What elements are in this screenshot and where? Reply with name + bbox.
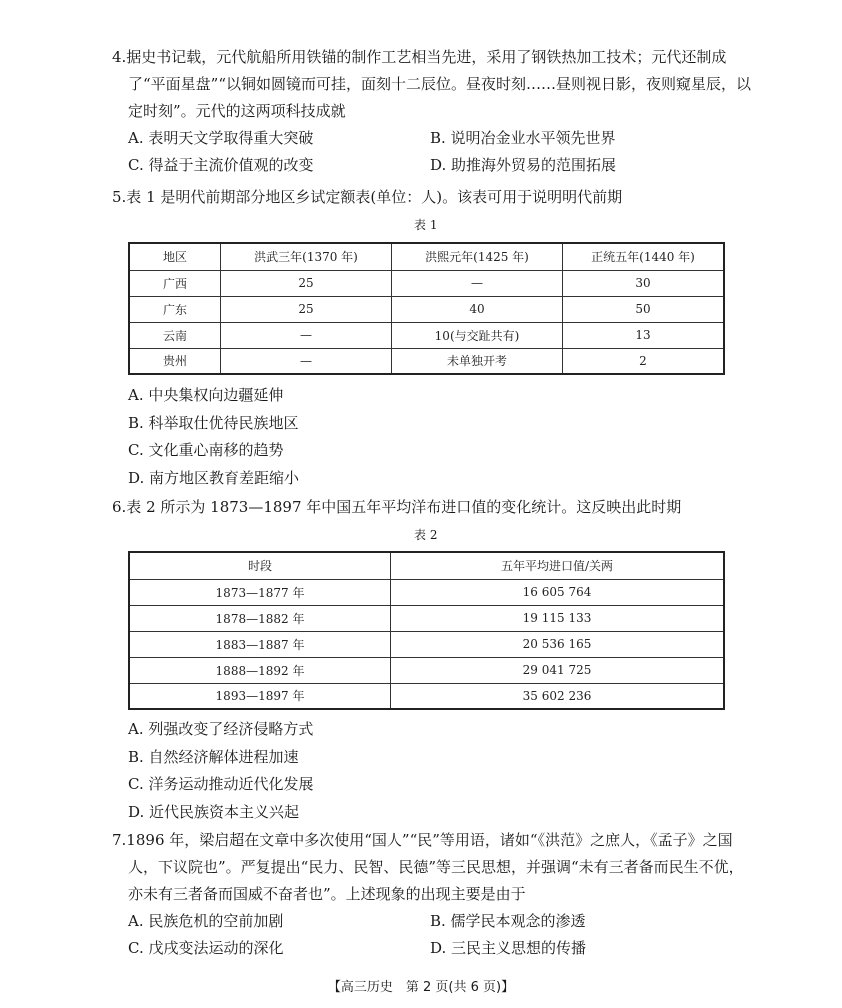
table-cell: 贵州 [129, 348, 221, 374]
table-cell: 16 605 764 [391, 579, 725, 605]
option-d[interactable]: D. 近代民族资本主义兴起 [128, 802, 300, 821]
table-cell: 10(与交趾共有) [392, 322, 563, 348]
table-cell: 云南 [129, 322, 221, 348]
table-2-header-row [129, 552, 724, 579]
option-b[interactable]: B. 自然经济解体进程加速 [128, 747, 299, 766]
table-cell: 50 [563, 296, 725, 322]
table-1-header: 洪武三年(1370 年) [221, 243, 392, 270]
table-1 [128, 242, 725, 375]
table-1-header: 地区 [129, 243, 221, 270]
table-cell: 25 [221, 270, 392, 296]
table-cell: 1888—1892 年 [129, 657, 391, 683]
question-4-stem: 4.据史书记载，元代航船所用铁锚的制作工艺相当先进，采用了钢铁热加工技术；元代还制成了“平面星盘”“以铜如圆镜而可挂，面刻十二辰位。昼夜时刻……昼则视日影，夜则窥星辰，以定时刻”。元代的这两项科技成就 [112, 48, 752, 120]
question-7-options [112, 908, 752, 962]
table-cell: 1883—1887 年 [129, 631, 391, 657]
question-5-options [112, 382, 752, 492]
table-row [129, 322, 724, 348]
option-b[interactable]: B. 科举取仕优待民族地区 [128, 413, 299, 432]
table-row [129, 631, 724, 657]
option-b[interactable]: B. 说明冶金业水平领先世界 [430, 129, 616, 147]
question-5-stem: 5.表 1 是明代前期部分地区乡试定额表(单位：人)。该表可用于说明明代前期 [112, 188, 623, 206]
option-d[interactable]: D. 三民主义思想的传播 [430, 939, 587, 957]
question-6-options [112, 716, 752, 826]
table-cell: 1873—1877 年 [129, 579, 391, 605]
option-c[interactable]: C. 文化重心南移的趋势 [128, 441, 284, 459]
page-footer: 【高三历史 第 2 页(共 6 页)】 [327, 980, 515, 995]
table-row [129, 296, 724, 322]
option-a[interactable]: A. 中央集权向边疆延伸 [128, 386, 284, 404]
table-cell: 13 [563, 322, 725, 348]
table-cell: 25 [221, 296, 392, 322]
option-b[interactable]: B. 儒学民本观念的渗透 [430, 912, 586, 930]
table-cell: 20 536 165 [391, 631, 725, 657]
table-1-header: 洪熙元年(1425 年) [392, 243, 563, 270]
question-7-stem: 7.1896 年，梁启超在文章中多次使用“国人”“民”等用语，诸如“《洪范》之庶人，《孟子》之国人，下议院也”。严复提出“民力、民智、民德”等三民思想，并强调“未有三者备而民生不优，亦未有三者备而国威不奋者也”。上述现象的出现主要是由于 [112, 831, 744, 903]
table-cell: 30 [563, 270, 725, 296]
option-a[interactable]: A. 民族危机的空前加剧 [128, 912, 284, 930]
option-d[interactable]: D. 助推海外贸易的范围拓展 [430, 156, 617, 174]
table-cell: 未单独开考 [392, 348, 563, 374]
option-c[interactable]: C. 得益于主流价值观的改变 [128, 156, 314, 174]
option-a[interactable]: A. 表明天文学取得重大突破 [128, 129, 314, 147]
table-1-caption: 表 1 [414, 218, 438, 232]
table-cell: 1878—1882 年 [129, 605, 391, 631]
question-7 [112, 827, 752, 962]
table-cell: 19 115 133 [391, 605, 725, 631]
option-d[interactable]: D. 南方地区教育差距缩小 [128, 468, 300, 487]
table-2-header: 时段 [129, 552, 391, 579]
table-cell: 2 [563, 348, 725, 374]
table-cell: — [392, 270, 563, 296]
table-cell: — [221, 348, 392, 374]
table-row [129, 348, 724, 374]
table-cell: 29 041 725 [391, 657, 725, 683]
table-row [129, 683, 724, 709]
question-4 [112, 44, 752, 179]
question-6-stem: 6.表 2 所示为 1873—1897 年中国五年平均洋布进口值的变化统计。这反映出此时期 [112, 498, 682, 516]
table-2-caption: 表 2 [414, 528, 438, 542]
option-a[interactable]: A. 列强改变了经济侵略方式 [128, 720, 314, 738]
table-cell: 40 [392, 296, 563, 322]
table-2-header: 五年平均进口值/关两 [391, 552, 725, 579]
table-2 [128, 551, 725, 710]
table-cell: 广东 [129, 296, 221, 322]
table-1-header-row [129, 243, 724, 270]
table-row [129, 657, 724, 683]
table-cell: — [221, 322, 392, 348]
question-4-options [112, 125, 752, 179]
option-c[interactable]: C. 洋务运动推动近代化发展 [128, 775, 314, 793]
table-cell: 1893—1897 年 [129, 683, 391, 709]
table-row [129, 579, 724, 605]
option-c[interactable]: C. 戊戌变法运动的深化 [128, 939, 284, 957]
table-row [129, 270, 724, 296]
table-cell: 35 602 236 [391, 683, 725, 709]
table-cell: 广西 [129, 270, 221, 296]
table-1-header: 正统五年(1440 年) [563, 243, 725, 270]
table-row [129, 605, 724, 631]
